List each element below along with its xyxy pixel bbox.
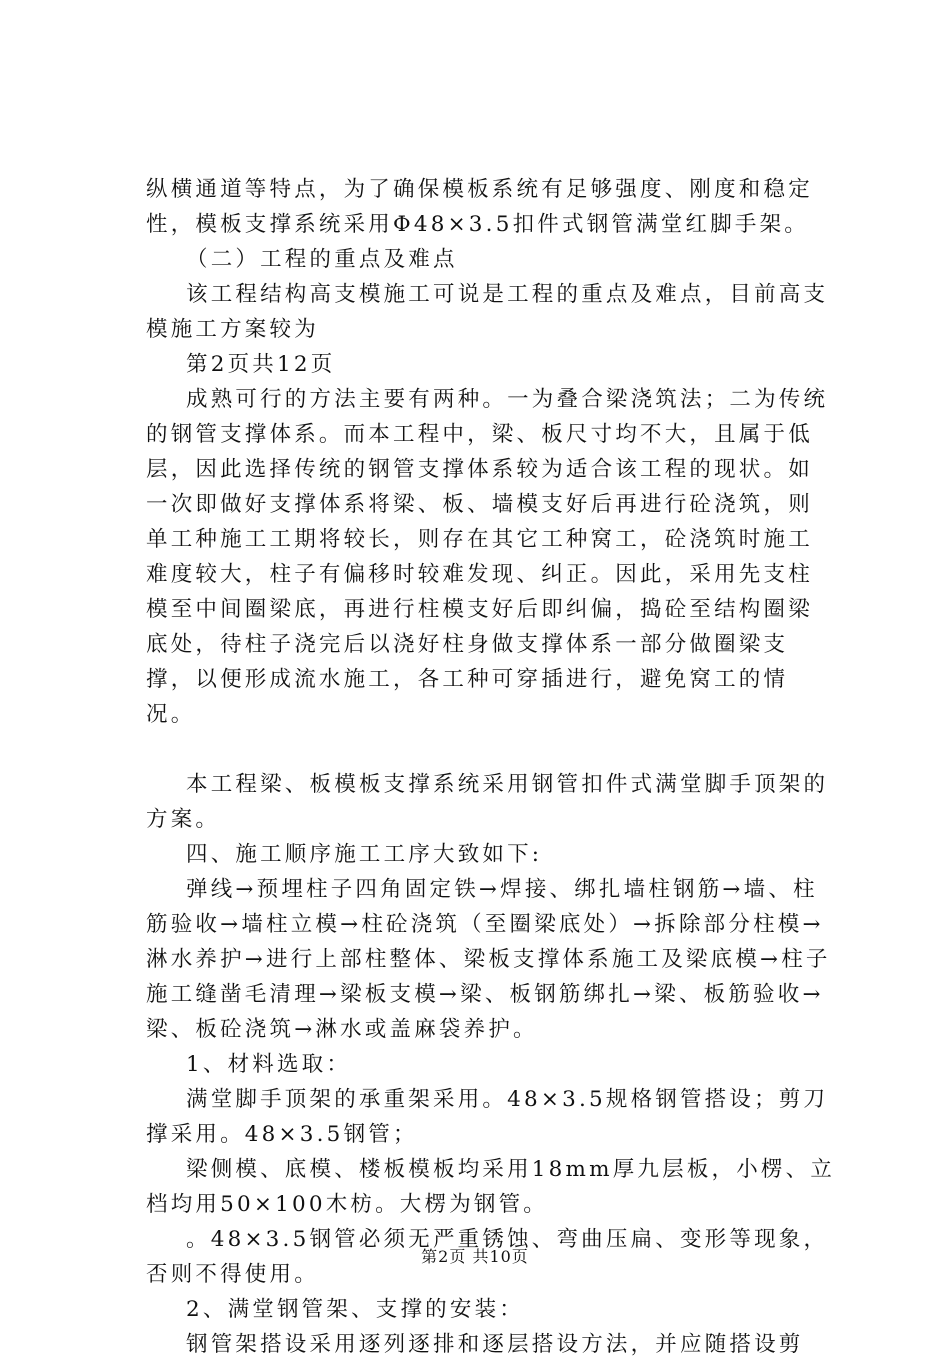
paragraph-intro-continuation: 纵横通道等特点，为了确保模板系统有足够强度、刚度和稳定性，模板支撑系统采用Φ48×3.5扣件式钢管满堂红脚手架。 <box>146 177 813 237</box>
paragraph-support-scheme: 本工程梁、板模板支撑系统采用钢管扣件式满堂脚手顶架的方案。 <box>146 772 829 832</box>
section-heading-construction-order: 四、施工顺序施工工序大致如下: <box>186 842 543 867</box>
paragraph-process-flow: 弹线→预埋柱子四角固定铁→焊接、绑扎墙柱钢筋→墙、柱筋验收→墙柱立模→柱砼浇筑（至圈梁底处）→拆除部分柱模→淋水养护→进行上部柱整体、梁板支撑体系施工及梁底模→柱子施工缝凿毛清理→梁板支模→梁、板钢筋绑扎→梁、板筋验收→梁、板砼浇筑→淋水或盖麻袋养护。 <box>146 877 831 1042</box>
subheading-material-selection: 1、材料选取： <box>186 1052 352 1077</box>
paragraph-scaffold-material: 满堂脚手顶架的承重架采用。48×3.5规格钢管搭设；剪刀撑采用。48×3.5钢管； <box>146 1087 829 1147</box>
paragraph-formwork-material: 梁侧模、底模、楼板模板均采用18mm厚九层板，小楞、立档均用50×100木枋。大楞为钢管。 <box>146 1157 836 1217</box>
subheading-scaffold-installation: 2、满堂钢管架、支撑的安装： <box>186 1297 524 1322</box>
paragraph-installation-method: 钢管架搭设采用逐列逐排和逐层搭设方法，并应随搭设剪 <box>186 1332 804 1357</box>
document-body <box>146 172 836 1362</box>
paragraph-high-formwork: 该工程结构高支模施工可说是工程的重点及难点，目前高支模施工方案较为 <box>146 282 829 342</box>
section-heading-key-difficulties: （二）工程的重点及难点 <box>186 247 458 272</box>
page-footer: 第2页 共10页 <box>421 1247 529 1266</box>
paragraph-steel-pipe-requirement: 。48×3.5钢管必须无严重锈蚀、弯曲压扁、变形等现象，否则不得使用。 <box>146 1227 829 1287</box>
paragraph-methods: 成熟可行的方法主要有两种。一为叠合梁浇筑法；二为传统的钢管支撑体系。而本工程中，梁、板尺寸均不大，且属于低层，因此选择传统的钢管支撑体系较为适合该工程的现状。如一次即做好支撑体系将梁、板、墙模支好后再进行砼浇筑，则单工种施工工期将较长，则存在其它工种窝工，砼浇筑时施工难度较大，柱子有偏移时较难发现、纠正。因此，采用先支柱模至中间圈梁底，再进行柱模支好后即纠偏，捣砼至结构圈梁底处，待柱子浇完后以浇好柱身做支撑体系一部分做圈梁支撑，以便形成流水施工，各工种可穿插进行，避免窝工的情况。 <box>146 387 829 727</box>
inline-page-marker: 第2页共12页 <box>186 352 336 377</box>
paragraph-spacer <box>146 732 836 767</box>
